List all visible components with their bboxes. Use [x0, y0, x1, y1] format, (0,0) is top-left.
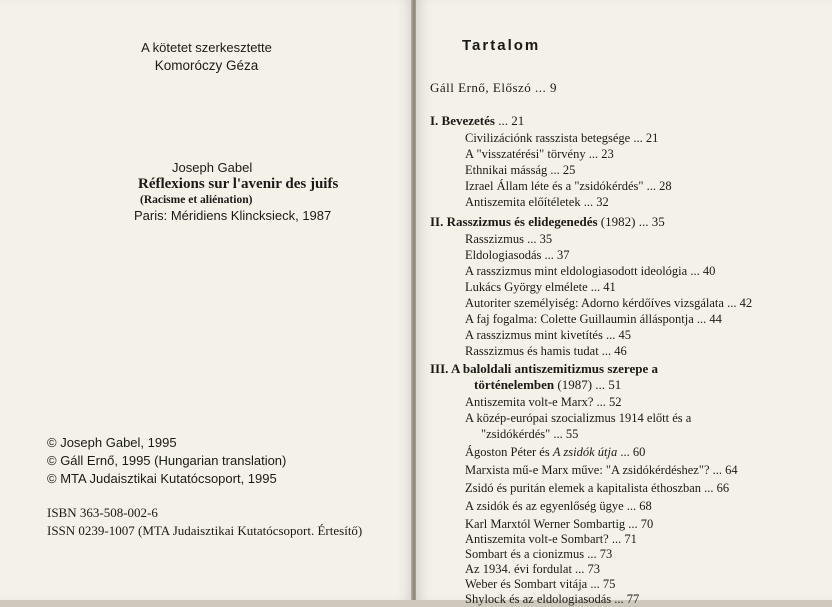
toc-entry-page: ... 60 — [617, 445, 646, 459]
section-title-line1: III. A baloldali antiszemitizmus szerepe a — [430, 361, 658, 376]
toc-entry: A faj fogalma: Colette Guillaumin álláspontja ... 44 — [465, 312, 722, 326]
section-page: (1987) ... 51 — [554, 377, 622, 392]
toc-entry: Autoriter személyiség: Adorno kérdőíves vizsgálata ... 42 — [465, 296, 753, 310]
copyright-line: © Joseph Gabel, 1995 — [47, 435, 177, 450]
toc-entry-cont: "zsidókérdés" ... 55 — [481, 427, 579, 441]
section-page: ... 21 — [494, 113, 525, 128]
section-page: (1982) ... 35 — [597, 214, 665, 229]
toc-entry: A rasszizmus mint kivetítés ... 45 — [465, 328, 631, 342]
section-title: II. Rasszizmus és elidegenedés — [430, 214, 598, 229]
toc-entry: Ethnikai másság ... 25 — [465, 163, 576, 177]
toc-entry: Karl Marxtól Werner Sombartig ... 70 — [465, 517, 654, 531]
original-publisher: Paris: Méridiens Klincksieck, 1987 — [134, 208, 332, 223]
toc-entry: Zsidó és puritán elemek a kapitalista éthoszban ... 66 — [465, 481, 730, 495]
toc-entry: A rasszizmus mint eldologiasodott ideológia ... 40 — [465, 264, 716, 278]
left-page — [0, 0, 413, 600]
toc-entry: Eldologiasodás ... 37 — [465, 248, 570, 262]
toc-entry: Izrael Állam léte és a "zsidókérdés" ... 28 — [465, 179, 672, 193]
toc-entry: Shylock és az eldologiasodás ... 77 — [465, 592, 640, 606]
section-title: I. Bevezetés — [430, 113, 495, 128]
toc-entry: Sombart és a cionizmus ... 73 — [465, 547, 613, 561]
toc-entry: A közép-európai szocializmus 1914 előtt és a — [465, 411, 692, 425]
original-title: Réflexions sur l'avenir des juifs — [138, 176, 339, 192]
issn: ISSN 0239-1007 (MTA Judaisztikai Kutatócsoport. Értesítő) — [47, 523, 363, 538]
toc-section-3 — [430, 361, 658, 377]
toc-entry: Weber és Sombart vitája ... 75 — [465, 577, 616, 591]
toc-preface: Gáll Ernő, Előszó ... 9 — [430, 80, 558, 95]
toc-entry: Rasszizmus és hamis tudat ... 46 — [465, 344, 627, 358]
editor-caption: A kötetet szerkesztette — [141, 40, 272, 55]
toc-entry: Antiszemita volt-e Marx? ... 52 — [465, 395, 622, 409]
original-subtitle: (Racisme et aliénation) — [140, 194, 253, 206]
original-author: Joseph Gabel — [172, 160, 253, 175]
toc-heading: Tartalom — [462, 37, 541, 54]
toc-entry: Antiszemita volt-e Sombart? ... 71 — [465, 532, 637, 546]
toc-entry-book-title: A zsidók útja — [552, 445, 618, 459]
toc-entry: Marxista mű-e Marx műve: "A zsidókérdéshez"? ... 64 — [465, 463, 738, 477]
toc-section-1 — [430, 113, 524, 129]
toc-entry — [465, 445, 645, 460]
copyright-line: © Gáll Ernő, 1995 (Hungarian translation) — [47, 453, 287, 468]
toc-entry: Rasszizmus ... 35 — [465, 232, 553, 246]
toc-entry: A "visszatérési" törvény ... 23 — [465, 147, 614, 161]
toc-entry: A zsidók és az egyenlőség ügye ... 68 — [465, 499, 652, 513]
bleed-through-text — [120, 108, 129, 146]
copyright-line: © MTA Judaisztikai Kutatócsoport, 1995 — [47, 471, 277, 486]
toc-section-3-cont — [474, 377, 621, 393]
toc-entry-text: Ágoston Péter és — [465, 445, 553, 459]
toc-section-2 — [430, 214, 665, 230]
section-title-line2: történelemben — [474, 377, 555, 392]
toc-entry: Az 1934. évi fordulat ... 73 — [465, 562, 601, 576]
toc-entry: Antiszemita előítéletek ... 32 — [465, 195, 609, 209]
editor-name: Komoróczy Géza — [154, 58, 259, 73]
isbn: ISBN 363-508-002-6 — [47, 505, 158, 520]
toc-entry: Civilizációnk rasszista betegsége ... 21 — [465, 131, 659, 145]
toc-entry: Lukács György elmélete ... 41 — [465, 280, 616, 294]
